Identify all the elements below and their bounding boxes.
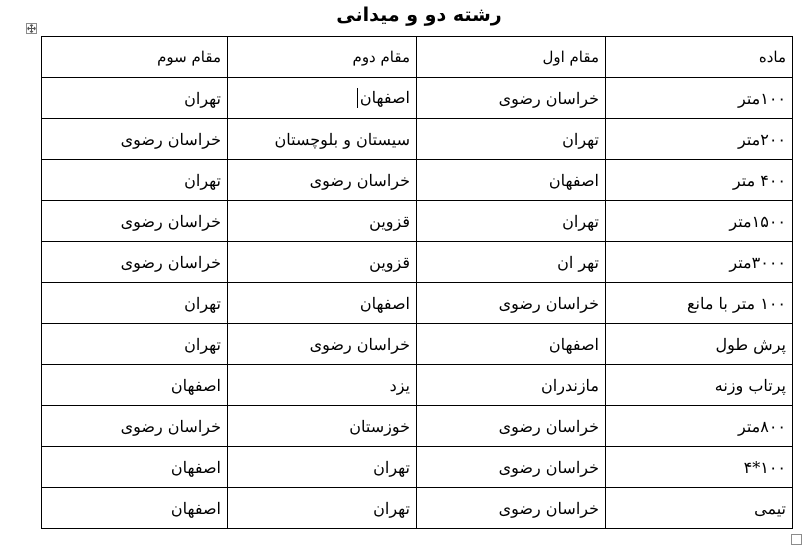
table-row — [42, 365, 793, 406]
cell-third-place[interactable]: خراسان رضوی — [42, 242, 228, 283]
cell-event[interactable]: ۱۵۰۰متر — [606, 201, 793, 242]
cell-first-place[interactable]: تهران — [417, 119, 606, 160]
table-row — [42, 447, 793, 488]
cell-first-place[interactable]: خراسان رضوی — [417, 283, 606, 324]
cell-event[interactable]: پرتاب وزنه — [606, 365, 793, 406]
table-row — [42, 119, 793, 160]
cell-third-place[interactable]: اصفهان — [42, 447, 228, 488]
cell-event[interactable]: ۸۰۰متر — [606, 406, 793, 447]
cell-second-place[interactable]: قزوین — [228, 242, 417, 283]
cell-third-place[interactable]: خراسان رضوی — [42, 201, 228, 242]
cell-first-place[interactable]: خراسان رضوی — [417, 78, 606, 119]
cell-third-place[interactable]: تهران — [42, 324, 228, 365]
cell-third-place[interactable]: خراسان رضوی — [42, 406, 228, 447]
cell-second-place[interactable]: تهران — [228, 447, 417, 488]
table-row — [42, 324, 793, 365]
cell-third-place[interactable]: اصفهان — [42, 488, 228, 529]
cell-second-place[interactable]: اصفهان — [228, 283, 417, 324]
cell-third-place[interactable]: تهران — [42, 283, 228, 324]
table-row — [42, 488, 793, 529]
table-row — [42, 160, 793, 201]
cell-second-place[interactable]: سیستان و بلوچستان — [228, 119, 417, 160]
cell-event[interactable]: ۴۰۰ متر — [606, 160, 793, 201]
cell-third-place[interactable]: خراسان رضوی — [42, 119, 228, 160]
cell-third-place[interactable]: اصفهان — [42, 365, 228, 406]
text-cursor — [357, 88, 358, 108]
cell-event[interactable]: پرش طول — [606, 324, 793, 365]
cell-first-place[interactable]: خراسان رضوی — [417, 447, 606, 488]
cell-second-place[interactable]: تهران — [228, 488, 417, 529]
header-cell-second-place[interactable]: مقام دوم — [228, 37, 417, 78]
cell-event[interactable]: ۲۰۰متر — [606, 119, 793, 160]
table-row — [42, 283, 793, 324]
cell-first-place[interactable]: اصفهان — [417, 324, 606, 365]
cell-event[interactable]: ۱۰۰متر — [606, 78, 793, 119]
header-cell-event[interactable]: ماده — [606, 37, 793, 78]
cell-event[interactable]: ۳۰۰۰متر — [606, 242, 793, 283]
cell-second-place[interactable]: خراسان رضوی — [228, 324, 417, 365]
cell-second-place[interactable]: خوزستان — [228, 406, 417, 447]
cell-second-place[interactable]: اصفهان — [228, 78, 417, 119]
document-title: رشته دو و میدانی — [336, 4, 502, 26]
cell-first-place[interactable]: خراسان رضوی — [417, 406, 606, 447]
table-row — [42, 242, 793, 283]
cell-first-place[interactable]: تهران — [417, 201, 606, 242]
cell-second-place[interactable]: قزوین — [228, 201, 417, 242]
table-resize-icon[interactable] — [791, 534, 802, 545]
cell-first-place[interactable]: اصفهان — [417, 160, 606, 201]
table-move-icon[interactable] — [26, 23, 37, 34]
header-cell-first-place[interactable]: مقام اول — [417, 37, 606, 78]
cell-event[interactable]: ۱۰۰ متر با مانع — [606, 283, 793, 324]
table-row — [42, 406, 793, 447]
table-row — [42, 201, 793, 242]
cell-first-place[interactable]: خراسان رضوی — [417, 488, 606, 529]
table-row — [42, 78, 793, 119]
header-cell-third-place[interactable]: مقام سوم — [42, 37, 228, 78]
cell-event[interactable]: ۱۰۰*۴ — [606, 447, 793, 488]
cell-event[interactable]: تیمی — [606, 488, 793, 529]
cell-second-place[interactable]: خراسان رضوی — [228, 160, 417, 201]
cell-third-place[interactable]: تهران — [42, 160, 228, 201]
cell-first-place[interactable]: مازندران — [417, 365, 606, 406]
cell-second-place[interactable]: یزد — [228, 365, 417, 406]
results-table — [41, 36, 793, 529]
cell-third-place[interactable]: تهران — [42, 78, 228, 119]
table-header-row — [42, 37, 793, 78]
cell-first-place[interactable]: تهر ان — [417, 242, 606, 283]
